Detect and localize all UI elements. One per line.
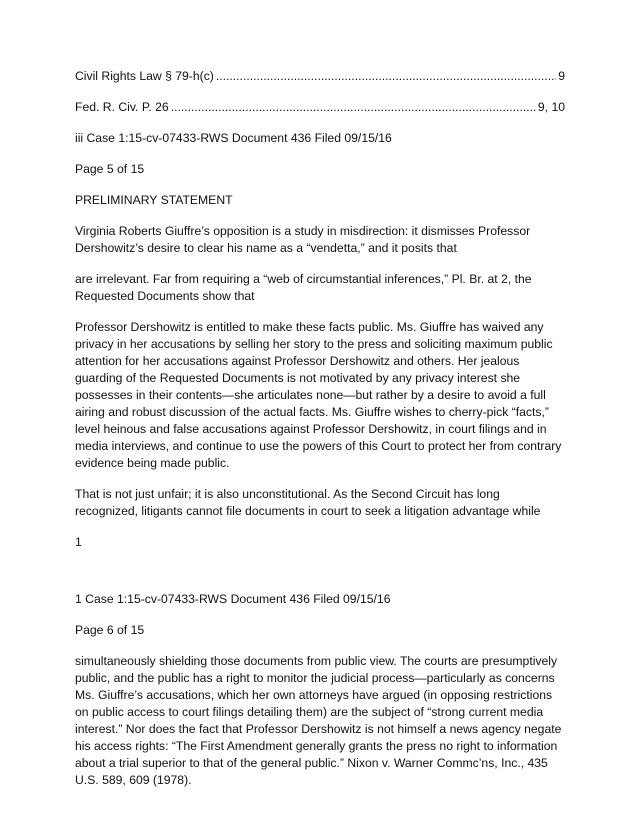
- case-header-2: 1 Case 1:15-cv-07433-RWS Document 436 Filed 09/15/16: [75, 592, 391, 606]
- toc-entry-label: Fed. R. Civ. P. 26: [75, 100, 169, 114]
- paragraph-2: are irrelevant. Far from requiring a “web of circumstantial inferences,” Pl. Br. at 2, the Requested Documents show that: [75, 272, 532, 303]
- toc-entry-label: Civil Rights Law § 79-h(c): [75, 69, 214, 83]
- toc-entry-pages: 9: [558, 69, 565, 83]
- document-page: [75, 68, 565, 803]
- toc-entry-pages: 9, 10: [537, 100, 565, 114]
- case-header-1: iii Case 1:15-cv-07433-RWS Document 436 Filed 09/15/16: [75, 131, 392, 145]
- page-indicator-1: Page 5 of 15: [75, 162, 145, 176]
- toc-entry-civil-rights-law: [75, 68, 565, 85]
- page-number: 1: [75, 535, 82, 549]
- page-indicator-2: Page 6 of 15: [75, 623, 145, 637]
- section-title: PRELIMINARY STATEMENT: [75, 193, 233, 207]
- toc-entry-fed-r-civ-p: [75, 99, 565, 116]
- paragraph-1: Virginia Roberts Giuffre’s opposition is a study in misdirection: it dismisses Professor Dershowitz’s desire to clear his name as a “vendetta,” and it posits that: [75, 224, 531, 255]
- paragraph-5: simultaneously shielding those documents from public view. The courts are presumptively public, and the public has a right to monitor the judicial process—particularly as concerns Ms. Giuffre’s accusations, which her own attorneys have argued (in opposing restrictions on public access to court filings detailing them) are the subject of “strong current media interest.” Nor does the fact that Professor Dershowitz is not himself a news agency negate his access rights: “The First Amendment generally grants the press no right to information about a trial superior to that of the general public.” Nixon v. Warner Commc’ns, Inc., 435 U.S. 589, 609 (1978).: [75, 654, 562, 787]
- toc-leader-dots: [216, 68, 556, 85]
- toc-leader-dots: [171, 99, 536, 116]
- paragraph-4: That is not just unfair; it is also unconstitutional. As the Second Circuit has long recognized, litigants cannot file documents in court to seek a litigation advantage while: [75, 487, 541, 518]
- paragraph-3: Professor Dershowitz is entitled to make these facts public. Ms. Giuffre has waived any privacy in her accusations by selling her story to the press and soliciting maximum public attention for her accusations against Professor Dershowitz and others. Her jealous guarding of the Requested Documents is not motivated by any privacy interest she possesses in their contents—she articulates none—but rather by a desire to avoid a full airing and robust discussion of the actual facts. Ms. Giuffre wishes to cherry-pick “facts,” level heinous and false accusations against Professor Dershowitz, in court filings and in media interviews, and continue to use the powers of this Court to protect her from contrary evidence being made public.: [75, 320, 562, 470]
